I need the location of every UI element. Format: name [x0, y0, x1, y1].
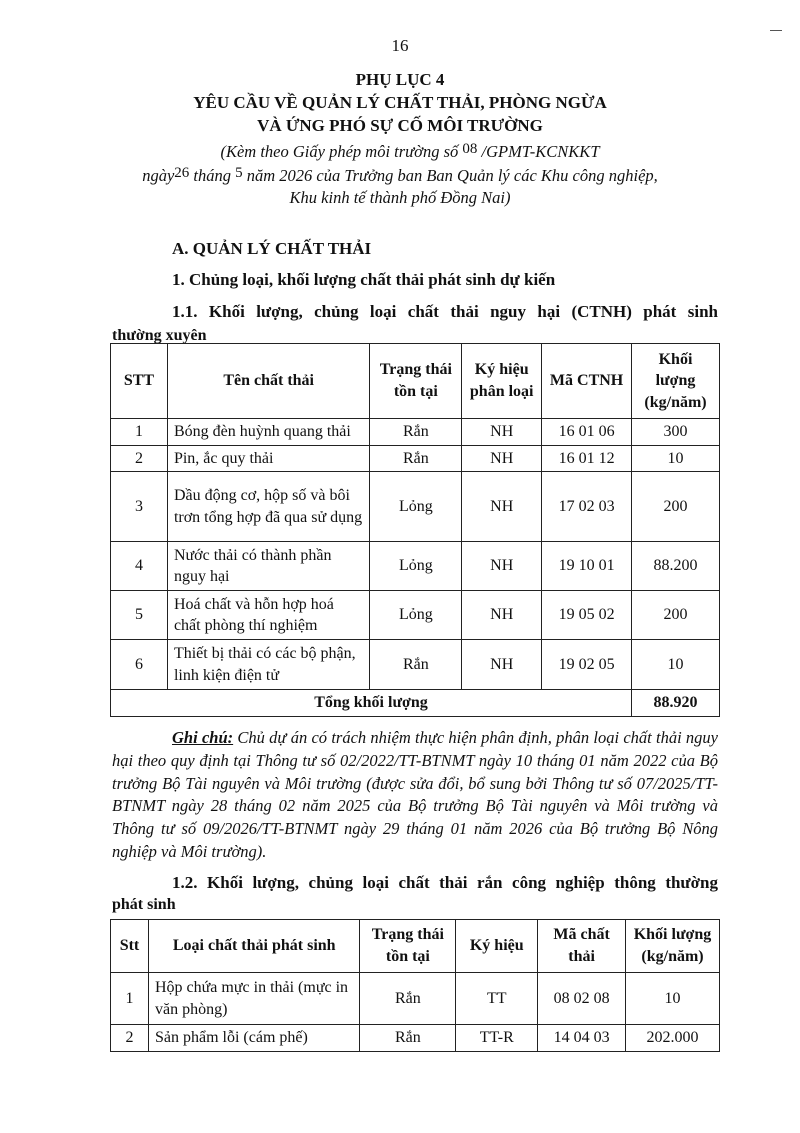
- col-header-code: Mã CTNH: [542, 344, 632, 419]
- total-value: 88.920: [632, 690, 720, 717]
- section-1-1-heading-line1: 1.1. Khối lượng, chủng loại chất thải nguy hại (CTNH) phát sinh: [172, 302, 718, 321]
- table-row: 4 Nước thải có thành phần nguy hại Lỏng NH 19 10 01 88.200: [111, 542, 720, 591]
- permit-month: 5: [235, 165, 243, 181]
- col-header-mass: Khối lượng (kg/năm): [626, 920, 720, 973]
- page-number: 16: [391, 36, 409, 55]
- table-row: 1 Hộp chứa mực in thải (mực in văn phòng) Rắn TT 08 02 08 10: [111, 973, 720, 1025]
- section-1-1-heading-line2: thường xuyên: [112, 327, 207, 344]
- section-a-heading: A. QUẢN LÝ CHẤT THẢI: [172, 239, 372, 258]
- table-header-row: [111, 344, 720, 419]
- table-header-row: [111, 920, 720, 973]
- col-header-name: Tên chất thải: [167, 344, 369, 419]
- table-row: 6 Thiết bị thải có các bộ phận, linh kiện điện tử Rắn NH 19 02 05 10: [111, 640, 720, 690]
- total-label: Tổng khối lượng: [111, 690, 632, 717]
- hazardous-waste-table: [110, 343, 720, 717]
- permit-number: 08: [462, 141, 478, 157]
- table-row: 5 Hoá chất và hỗn hợp hoá chất phòng thí nghiệm Lỏng NH 19 05 02 200: [111, 591, 720, 640]
- subtitle-line1: (Kèm theo Giấy phép môi trường số 08 /GPMT-KCNKKT: [220, 141, 600, 161]
- section-1-2-heading-line1: 1.2. Khối lượng, chủng loại chất thải rắn công nghiệp thông thường: [172, 873, 718, 892]
- col-header-symbol: Ký hiệu: [456, 920, 538, 973]
- note-text: Chủ dự án có trách nhiệm thực hiện phân định, phân loại chất thải nguy hại theo quy định tại Thông tư số 02/2022/TT-BTNMT ngày 10 tháng 01 năm 2022 của Bộ trưởng Bộ Tài nguyên và Môi trường (được sửa đổi, bổ sung bởi Thông tư số 07/2025/TT-BTNMT ngày 28 tháng 02 năm 2025 của Bộ trưởng Bộ Tài nguyên và Môi trường và Thông tư số 09/2026/TT-BTNMT ngày 29 tháng 01 năm 2026 của Bộ trưởng Bộ Nông nghiệp và Môi trường).: [112, 728, 719, 861]
- table-row: 3 Dầu động cơ, hộp số và bôi trơn tổng hợp đã qua sử dụng Lỏng NH 17 02 03 200: [111, 472, 720, 542]
- col-header-stt: STT: [111, 344, 168, 419]
- col-header-symbol: Ký hiệu phân loại: [462, 344, 542, 419]
- table-row: 2 Sản phẩm lỗi (cám phế) Rắn TT-R 14 04 03 202.000: [111, 1025, 720, 1052]
- section-1-heading: 1. Chủng loại, khối lượng chất thải phát sinh dự kiến: [172, 270, 556, 289]
- section-1-2-heading-line2: phát sinh: [112, 896, 176, 913]
- table-row: 2 Pin, ắc quy thải Rắn NH 16 01 12 10: [111, 445, 720, 472]
- col-header-code: Mã chất thải: [538, 920, 626, 973]
- margin-mark: [770, 30, 782, 31]
- subtitle-line2: ngày26 tháng 5 năm 2026 của Trưởng ban Ban Quản lý các Khu công nghiệp,: [142, 165, 658, 185]
- table-total-row: [111, 690, 720, 717]
- col-header-state: Trạng thái tồn tại: [360, 920, 456, 973]
- col-header-state: Trạng thái tồn tại: [370, 344, 462, 419]
- col-header-stt: Stt: [111, 920, 149, 973]
- col-header-type: Loại chất thải phát sinh: [148, 920, 359, 973]
- note-label: Ghi chú:: [172, 728, 234, 747]
- col-header-mass: Khối lượng (kg/năm): [632, 344, 720, 419]
- appendix-title: PHỤ LỤC 4: [355, 70, 445, 89]
- subtitle-line3: Khu kinh tế thành phố Đồng Nai): [289, 188, 511, 207]
- permit-day: 26: [174, 165, 190, 181]
- solid-waste-table: [110, 919, 720, 1052]
- note-paragraph: [112, 727, 718, 864]
- appendix-heading-line1: YÊU CẦU VỀ QUẢN LÝ CHẤT THẢI, PHÒNG NGỪA: [193, 93, 607, 112]
- table-row: 1 Bóng đèn huỳnh quang thải Rắn NH 16 01 06 300: [111, 419, 720, 446]
- appendix-heading-line2: VÀ ỨNG PHÓ SỰ CỐ MÔI TRƯỜNG: [257, 116, 543, 135]
